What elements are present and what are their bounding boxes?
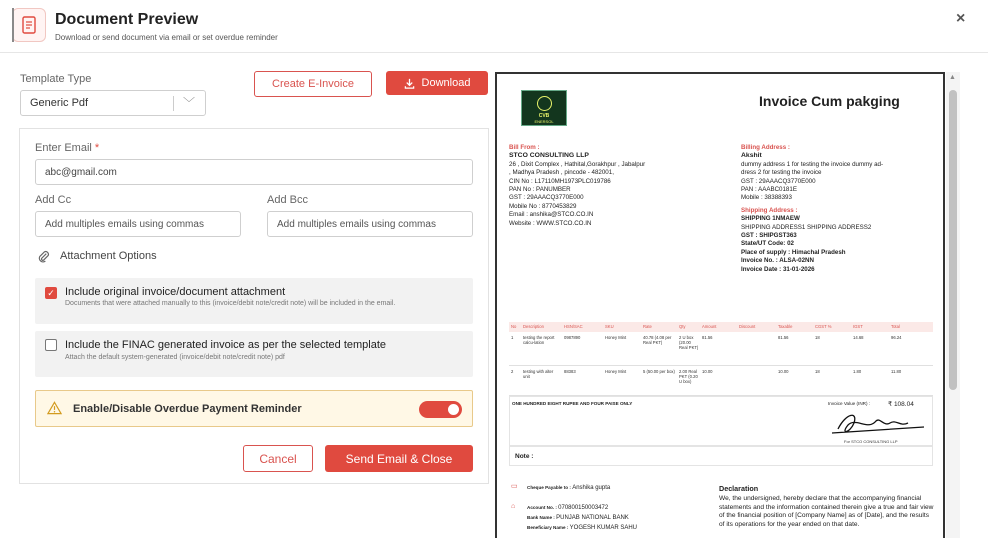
from-name: STCO CONSULTING LLP: [509, 152, 589, 160]
bill-from-block: [509, 144, 709, 228]
from-address-1: 26 , Dixit Complex , Hathital,Gorakhpur , Jabalpur: [509, 160, 646, 168]
bank-name: Bank Name : PUNJAB NATIONAL BANK: [527, 515, 629, 521]
email-field[interactable]: abc@gmail.com: [35, 159, 473, 185]
table-cell: 14.68: [853, 335, 864, 340]
header-accent-bar: [12, 8, 14, 42]
col-header: SKU: [605, 324, 614, 329]
table-row: [509, 332, 933, 366]
template-type-label: Template Type: [20, 73, 92, 85]
ship-invoice-date: Invoice Date : 31-01-2026: [741, 265, 815, 273]
warning-icon: [47, 401, 62, 415]
overdue-reminder-label: Enable/Disable Overdue Payment Reminder: [73, 403, 302, 415]
bank-icon: ⌂: [511, 503, 516, 510]
download-button[interactable]: [386, 71, 488, 95]
bill-address-2: dress 2 for testing the invoice: [741, 169, 822, 177]
table-cell: 18: [815, 335, 820, 340]
col-header: IGST: [853, 324, 863, 329]
cc-label: Add Cc: [35, 194, 72, 206]
page-title: Document Preview: [55, 11, 199, 28]
cancel-label: Cancel: [259, 451, 297, 466]
document-icon: [12, 8, 46, 42]
table-cell: 40.78 (4.08 per Real PKT): [643, 335, 672, 346]
amount-in-words: ONE HUNDRED EIGHT RUPEE AND FOUR PAISE ONLY: [512, 401, 633, 406]
invoice-value-label: Invoice Value (INR) :: [828, 401, 871, 406]
attachment-options-label: Attachment Options: [60, 250, 157, 262]
beneficiary-name: Beneficiary Name : YOGESH KUMAR SAHU: [527, 525, 638, 531]
close-icon[interactable]: ×: [956, 10, 966, 27]
option-original-attachment[interactable]: [35, 278, 473, 324]
page-subtitle: Download or send document via email or set overdue reminder: [55, 33, 278, 42]
original-attachment-checkbox[interactable]: ✓: [45, 287, 57, 299]
chevron-down-icon: ﹀: [183, 96, 196, 110]
create-einvoice-label: Create E-Invoice: [272, 78, 354, 90]
col-header: HSN/SAC: [564, 324, 583, 329]
cheque-payable: Cheque Payable to : Anshika gupta: [527, 485, 611, 491]
col-header: Discount: [739, 324, 756, 329]
ship-address: SHIPPING ADDRESS1 SHIPPING ADDRESS2: [741, 223, 872, 231]
table-cell: 96.24: [891, 335, 902, 340]
paperclip-icon: [37, 250, 50, 263]
table-cell: 88383: [564, 369, 576, 374]
table-cell: 5 (50.00 per box): [643, 369, 675, 374]
overdue-reminder-toggle[interactable]: [419, 401, 462, 418]
from-address-2: , Madhya Pradesh , pincode - 482001,: [509, 169, 614, 177]
from-mobile: Mobile No : 8770453829: [509, 202, 577, 210]
declaration-heading: Declaration: [719, 484, 759, 493]
table-cell: 10.00: [702, 369, 713, 374]
download-icon: [404, 78, 415, 89]
col-header: No: [511, 324, 517, 329]
col-header: Rate: [643, 324, 652, 329]
toggle-knob: [448, 404, 459, 415]
shipping-heading: Shipping Address :: [741, 206, 798, 214]
template-type-value: Generic Pdf: [30, 97, 89, 109]
email-label: Enter Email *: [35, 142, 100, 154]
preview-scrollbar-thumb[interactable]: [949, 90, 957, 390]
table-cell: Honey Mint: [605, 335, 627, 340]
send-email-close-button[interactable]: [325, 445, 473, 472]
col-header: Description: [523, 324, 544, 329]
table-cell: 0987890: [564, 335, 581, 340]
download-label: Download: [421, 77, 471, 89]
col-header: Total: [891, 324, 900, 329]
logo-ring: [537, 96, 552, 111]
cancel-button[interactable]: [243, 445, 313, 472]
table-cell: Honey Mint: [605, 369, 627, 374]
finac-invoice-checkbox[interactable]: [45, 339, 57, 351]
table-cell: 18: [815, 369, 820, 374]
table-cell: 10.00: [778, 369, 789, 374]
col-header: CGST %: [815, 324, 832, 329]
table-cell: 1: [511, 335, 514, 340]
bill-pan: PAN : AAABC0181E: [741, 186, 797, 194]
billing-heading: Billing Address :: [741, 144, 790, 151]
table-cell: 2: [511, 369, 514, 374]
col-header: Qty: [679, 324, 686, 329]
bill-name: Akshit: [741, 152, 762, 160]
col-header: Taxable: [778, 324, 793, 329]
invoice-preview[interactable]: [495, 72, 945, 538]
ship-place: Place of supply : Himachal Pradesh: [741, 248, 846, 256]
bcc-input[interactable]: Add multiples emails using commas: [267, 211, 473, 237]
ship-state: State/UT Code: 02: [741, 240, 794, 248]
from-website: Website : WWW.STCO.CO.IN: [509, 219, 592, 227]
for-company: For STCO CONSULTING LLP: [844, 439, 898, 444]
template-type-select[interactable]: [20, 90, 206, 116]
bill-mobile: Mobile : 38388393: [741, 194, 792, 202]
from-email: Email : anshika@STCO.CO.IN: [509, 211, 594, 219]
billing-address-block: [741, 144, 937, 274]
bill-from-heading: Bill From :: [509, 144, 540, 151]
option-finac-invoice[interactable]: [35, 331, 473, 377]
table-header: [509, 322, 933, 332]
table-cell: 81.56: [702, 335, 713, 340]
table-cell: 2 U box (20.00 Real PKT): [679, 335, 699, 351]
table-cell: testing the report calcu-lation: [523, 335, 555, 346]
invoice-value: ₹ 108.04: [888, 401, 914, 408]
cc-input[interactable]: Add multiples emails using commas: [35, 211, 241, 237]
table-cell: testing with alter unit: [523, 369, 554, 380]
ship-gst: GST : SHIPGST363: [741, 232, 797, 240]
send-email-close-label: Send Email & Close: [345, 451, 453, 466]
col-header: Amount: [702, 324, 717, 329]
create-einvoice-button[interactable]: [254, 71, 372, 97]
finac-invoice-desc: Attach the default system-generated (invoice/debit note/credit note) pdf: [65, 354, 285, 361]
from-pan: PAN No : PANUMBER: [509, 186, 571, 194]
finac-invoice-title: Include the FINAC generated invoice as per the selected template: [65, 339, 387, 351]
bcc-label: Add Bcc: [267, 194, 308, 206]
declaration-text: We, the undersigned, hereby declare that the accompanying financial statements and the information contained therein give a true and fair view of the financial position of [Company Name] as of [Date], and the results of its operations for the year ended on that date.: [719, 495, 934, 529]
amount-summary-row: [509, 396, 933, 446]
original-attachment-title: Include original invoice/document attachment: [65, 286, 286, 298]
from-cin: CIN No : L17110MH1973PLC019786: [509, 177, 611, 185]
table-row: [509, 366, 933, 396]
account-number: Account No. : 070800150003472: [527, 505, 609, 511]
ship-name: SHIPPING 1NMAEW: [741, 215, 800, 223]
overdue-reminder-box: [35, 390, 473, 427]
scroll-up-arrow-icon[interactable]: ▲: [949, 74, 956, 81]
invoice-document: [497, 74, 943, 538]
logo-text-2: ENERSOL: [534, 119, 554, 124]
note-box: [509, 446, 933, 466]
table-cell: 81.56: [778, 335, 789, 340]
cheque-icon: ▭: [511, 483, 518, 490]
header-divider: [0, 52, 988, 53]
bill-gst: GST : 29AAACQ3770E000: [741, 177, 816, 185]
table-cell: 2.00 Real PKT (0.20 U box): [679, 369, 698, 385]
bill-address-1: dummy address 1 for testing the invoice dummy ad-: [741, 160, 884, 168]
invoice-title: Invoice Cum pakging: [759, 93, 900, 109]
table-cell: 1.80: [853, 369, 862, 374]
note-label: Note :: [515, 453, 534, 460]
select-separator: [173, 96, 174, 111]
table-cell: 11.80: [891, 369, 902, 374]
company-logo: [521, 90, 567, 126]
original-attachment-desc: Documents that were attached manually to this (invoice/debit note/credit note) will be included in the email.: [65, 300, 396, 307]
ship-invoice-no: Invoice No. : ALSA-02NN: [741, 257, 814, 265]
logo-text-1: CVB: [538, 113, 550, 119]
signature-image: [828, 409, 928, 439]
from-gst: GST : 29AAACQ3770E000: [509, 194, 584, 202]
